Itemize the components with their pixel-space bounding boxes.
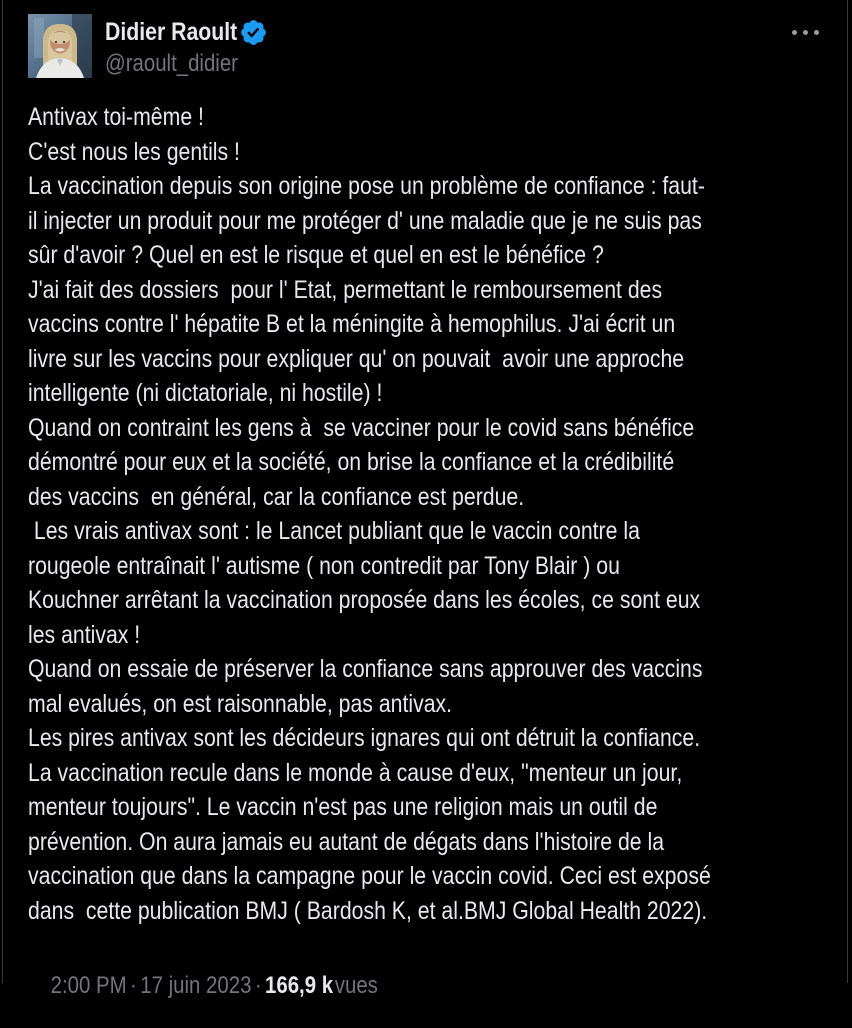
more-dot-icon <box>814 30 819 35</box>
user-handle[interactable]: @raoult_didier <box>105 50 238 77</box>
name-row <box>105 16 268 48</box>
tweet-text-line: La vaccination depuis son origine pose un problème de confiance : faut- <box>28 172 705 200</box>
footer-separator: · <box>130 972 137 999</box>
tweet-text-line: démontré pour eux et la société, on brise la confiance et la crédibilité <box>28 448 675 476</box>
tweet-text-line: sûr d'avoir ? Quel en est le risque et quel en est le bénéfice ? <box>28 241 604 269</box>
tweet-text-line: vaccins contre l' hépatite B et la méningite à hemophilus. J'ai écrit un <box>28 310 676 338</box>
tweet-text-line: rougeole entraînait l' autisme ( non contredit par Tony Blair ) ou <box>28 551 620 580</box>
tweet-text-line: livre sur les vaccins pour expliquer qu' on pouvait avoir une approche <box>28 344 685 373</box>
tweet-text-line: dans cette publication BMJ ( Bardosh K, et al.BMJ Global Health 2022). <box>28 896 708 925</box>
tweet-text-line: des vaccins en général, car la confiance est perdue. <box>28 482 525 511</box>
tweet-text-line: Antivax toi-même ! <box>28 103 204 131</box>
tweet-text-line: il injecter un produit pour me protéger d' une maladie que je ne suis pas <box>28 206 702 235</box>
tweet-text-line: Quand on essaie de préserver la confiance sans approuver des vaccins <box>28 655 703 683</box>
tweet-text-line: menteur toujours". Le vaccin n'est pas une religion mais un outil de <box>28 793 658 821</box>
tweet-text-line: vaccination que dans la campagne pour le vaccin covid. Ceci est exposé <box>28 862 711 890</box>
timestamp-date: 17 juin 2023 <box>140 972 252 999</box>
tweet-text-line: les antivax ! <box>28 620 141 649</box>
tweet-text-line: intelligente (ni dictatoriale, ni hostile) ! <box>28 379 383 407</box>
tweet-footer <box>28 944 378 1028</box>
user-info <box>105 14 268 78</box>
verified-badge-icon <box>239 18 268 47</box>
tweet-header <box>28 14 825 78</box>
views-count: 166,9 k <box>265 972 334 999</box>
more-dot-icon <box>792 30 797 35</box>
tweet-text-line: mal evalués, on est raisonnable, pas antivax. <box>28 689 453 718</box>
tweet-text-line: Quand on contraint les gens à se vacciner pour le covid sans bénéfice <box>28 413 695 442</box>
tweet-text <box>28 100 825 928</box>
footer-separator: · <box>254 972 262 999</box>
tweet-text-line: prévention. On aura jamais eu autant de dégats dans l'histoire de la <box>28 827 665 856</box>
tweet-text-line: Kouchner arrêtant la vaccination proposée dans les écoles, ce sont eux <box>28 586 701 614</box>
views-label[interactable]: vues <box>334 972 378 999</box>
more-dot-icon <box>803 30 808 35</box>
user-display-name[interactable]: Didier Raoult <box>105 17 238 46</box>
avatar-portrait <box>28 14 92 78</box>
avatar[interactable] <box>28 14 92 78</box>
tweet-text-line: Les pires antivax sont les décideurs ignares qui ont détruit la confiance. <box>28 724 701 752</box>
tweet-text-line: Les vrais antivax sont : le Lancet publiant que le vaccin contre la <box>28 517 640 545</box>
tweet-text-line: J'ai fait des dossiers pour l' Etat, permettant le remboursement des <box>28 275 663 304</box>
tweet-card <box>2 0 848 999</box>
more-options-button[interactable] <box>788 26 823 39</box>
tweet-text-line: La vaccination recule dans le monde à cause d'eux, "menteur un jour, <box>28 758 683 787</box>
tweet-text-line: C'est nous les gentils ! <box>28 137 240 166</box>
timestamp-time: 2:00 PM <box>50 972 127 999</box>
